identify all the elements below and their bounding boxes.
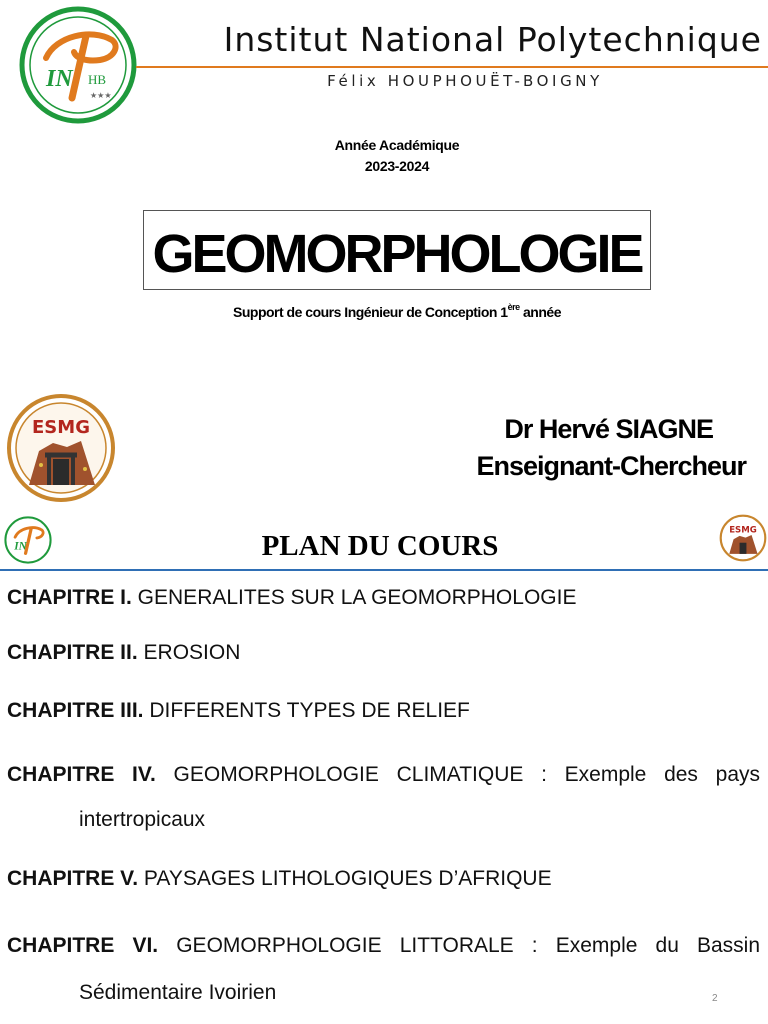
page-number: 2: [712, 993, 718, 1004]
chapter-title: GEOMORPHOLOGIE LITTORALE : Exemple du Bassin: [158, 934, 760, 957]
chapter-6: [7, 934, 760, 958]
chapter-number: CHAPITRE V.: [7, 867, 139, 890]
esmg-logo-icon: [5, 393, 117, 503]
header-divider: [136, 66, 768, 68]
plan-title: PLAN DU COURS: [261, 530, 499, 562]
institute-name: Institut National Polytechnique: [223, 20, 762, 59]
inp-logo-small-letters: IN: [14, 540, 27, 553]
chapter-title: DIFFERENTS TYPES DE RELIEF: [143, 699, 470, 722]
chapter-title: GENERALITES SUR LA GEOMORPHOLOGIE: [131, 586, 577, 609]
chapter-4: [7, 763, 760, 787]
chapter-title: EROSION: [137, 641, 241, 664]
esmg-logo-small-icon: [719, 513, 767, 563]
chapter-number: CHAPITRE VI.: [7, 934, 159, 957]
chapter-number: CHAPITRE IV.: [7, 763, 156, 786]
support-superscript: ère: [507, 302, 520, 312]
inp-logo-letters: IN: [46, 66, 73, 92]
chapter-title: GEOMORPHOLOGIE CLIMATIQUE : Exemple des pays: [155, 763, 761, 786]
inp-logo-small-icon: [3, 515, 53, 565]
chapter-5: [7, 867, 760, 891]
chapter-number: CHAPITRE III.: [7, 699, 144, 722]
plan-divider: [0, 569, 768, 571]
chapter-1: [7, 586, 760, 610]
chapter-6-continuation: Sédimentaire Ivoirien: [79, 981, 277, 1004]
inp-logo-sub: HB: [88, 72, 107, 87]
chapter-title: PAYSAGES LITHOLOGIQUES D’AFRIQUE: [138, 867, 552, 890]
author-role: Enseignant-Chercheur: [476, 451, 746, 481]
chapter-2: [7, 641, 760, 665]
chapter-4-continuation: intertropicaux: [79, 808, 206, 831]
inp-logo-stars: ★★★: [90, 91, 112, 100]
support-tail: année: [519, 304, 561, 320]
esmg-logo-letters: ESMG: [32, 417, 90, 438]
chapter-number: CHAPITRE I.: [7, 586, 132, 609]
esmg-logo-small-letters: ESMG: [729, 525, 757, 536]
plan-slide: [0, 512, 768, 1024]
course-support-text: [140, 304, 654, 320]
academic-year-value: 2023-2024: [364, 158, 430, 174]
course-title: GEOMORPHOLOGIE: [152, 224, 642, 284]
chapter-number: CHAPITRE II.: [7, 641, 138, 664]
chapter-3: [7, 699, 760, 723]
author-name: Dr Hervé SIAGNE: [504, 414, 713, 444]
course-title-box: [143, 210, 651, 290]
inp-logo-icon: [16, 6, 140, 124]
academic-year-label: Année Académique: [334, 137, 460, 153]
support-main: Support de cours Ingénieur de Conception 1: [233, 304, 508, 320]
institute-subtitle: Félix HOUPHOUËT-BOIGNY: [327, 72, 603, 90]
